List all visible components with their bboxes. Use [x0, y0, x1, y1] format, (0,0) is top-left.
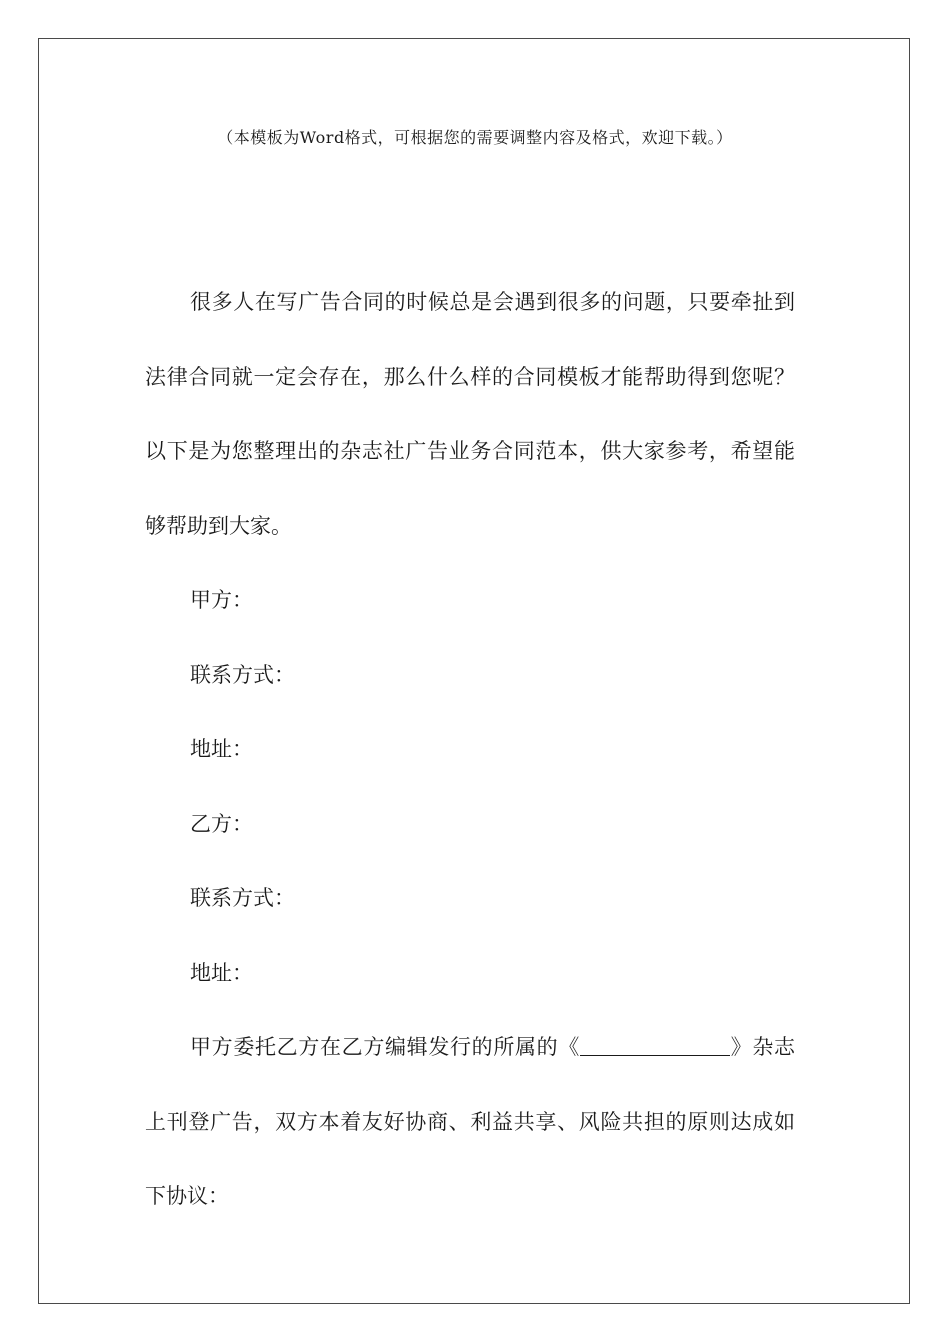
party-a-contact-label: 联系方式： [190, 662, 295, 687]
agreement-text-after: 》杂志上刊登广告，双方本着友好协商、利益共享、风险共担的原则达成如下协议： [145, 1035, 795, 1208]
document-body [145, 265, 795, 1234]
party-a-address-label: 地址： [190, 737, 253, 761]
intro-paragraph: 很多人在写广告合同的时候总是会遇到很多的问题，只要牵扯到法律合同就一定会存在，那么什么样的合同模板才能帮助得到您呢？以下是为您整理出的杂志社广告业务合同范本，供大家参考，希望能够帮助到大家。 [145, 290, 795, 538]
party-b-contact-label: 联系方式： [190, 886, 295, 910]
template-notice: （本模板为Word格式，可根据您的需要调整内容及格式，欢迎下载。） [217, 128, 733, 147]
party-b-label: 乙方： [190, 811, 253, 836]
agreement-paragraph [145, 1010, 795, 1234]
agreement-text-before: 甲方委托乙方在乙方编辑发行的所属的《 [190, 1035, 580, 1059]
party-a-label: 甲方： [190, 588, 253, 612]
party-b-address-label: 地址： [190, 960, 253, 985]
magazine-name-blank [580, 1035, 730, 1056]
